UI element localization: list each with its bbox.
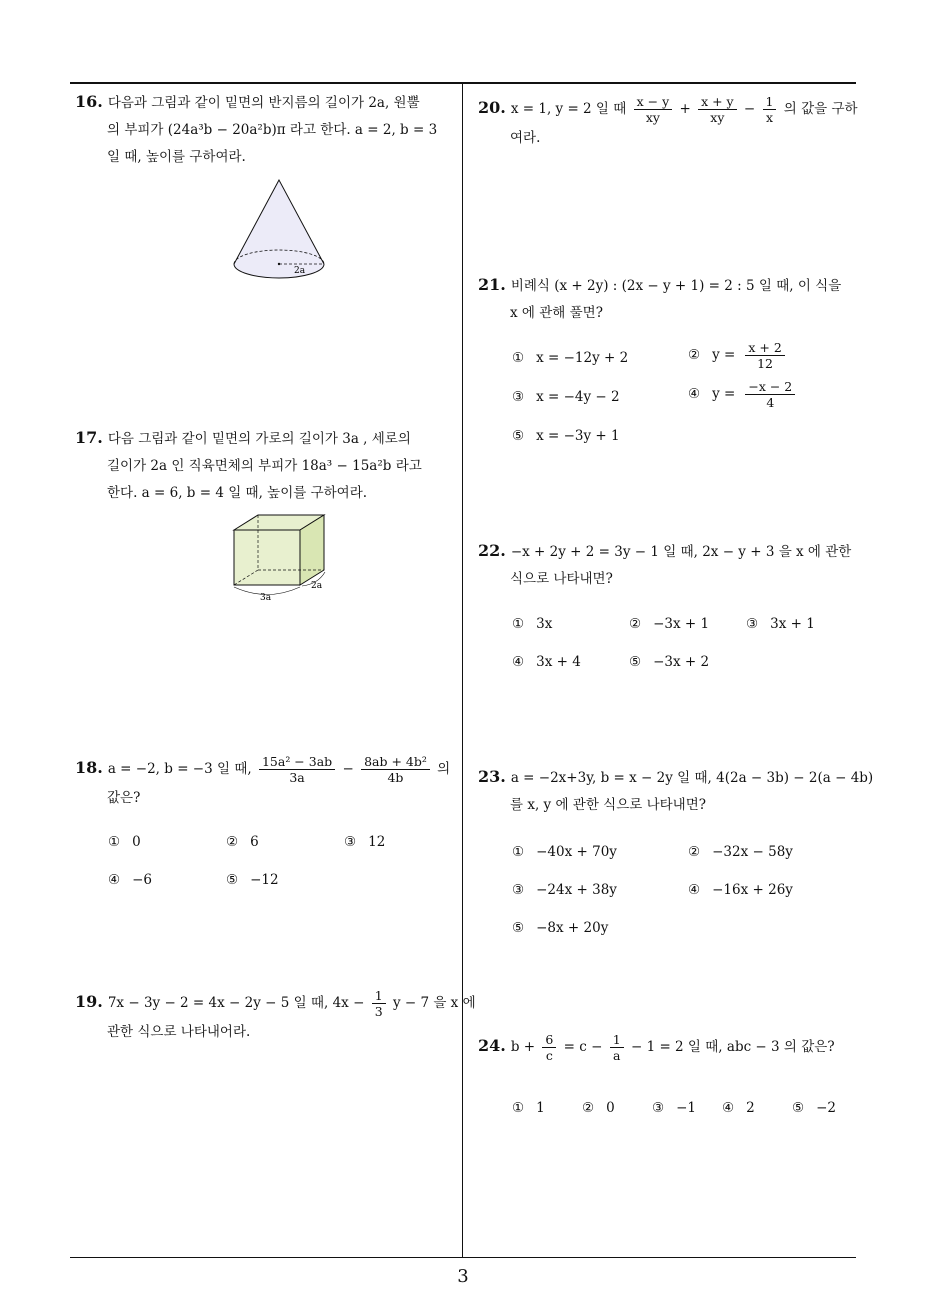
answer-choice-2[interactable]: ② y = $\frac{x + 2}{12}$: [688, 340, 788, 371]
answer-choice-1[interactable]: ① −40x + 70y: [512, 844, 617, 860]
problem-text: y − 7 을 x 에: [392, 995, 476, 1011]
problem-text: 의 값을 구하: [783, 101, 858, 117]
problem-text-line: −x + 2y + 2 = 3y − 1 일 때, 2x − y + 3 을 x 에 관한: [510, 544, 852, 560]
cuboid-length-label: 3a: [260, 593, 272, 602]
problem-21: [478, 271, 858, 327]
problem-text-line: 식으로 나타내면?: [510, 571, 613, 587]
problem-text: x = 1, y = 2 일 때: [510, 101, 627, 117]
answer-choice-4[interactable]: ④ −6: [108, 872, 153, 888]
problem-text-line: 다음 그림과 같이 밑면의 가로의 길이가 3a , 세로의: [107, 431, 411, 447]
problem-17: [75, 424, 460, 507]
denominator: xy: [645, 110, 660, 125]
cone-figure: [228, 176, 334, 284]
problem-number: 19.: [75, 992, 103, 1011]
answer-choice-1[interactable]: ① 1: [512, 1100, 545, 1116]
operator: +: [679, 101, 691, 117]
fraction: [361, 754, 430, 785]
numerator: 1: [610, 1032, 624, 1048]
problem-number: 22.: [478, 541, 506, 560]
problem-number: 23.: [478, 767, 506, 786]
problem-23: [478, 763, 874, 819]
answer-choice-2[interactable]: ② −32x − 58y: [688, 844, 793, 860]
numerator: 1: [372, 988, 386, 1004]
problem-number: 18.: [75, 758, 103, 777]
answer-choice-3[interactable]: ③ x = −4y − 2: [512, 389, 620, 405]
fraction: [259, 754, 335, 785]
problem-text-line: 일 때, 높이를 구하여라.: [107, 149, 246, 165]
answer-choice-3[interactable]: ③ −24x + 38y: [512, 882, 617, 898]
problem-24: [478, 1032, 858, 1063]
problem-text: b +: [510, 1039, 536, 1055]
answer-choice-4[interactable]: ④ −16x + 26y: [688, 882, 793, 898]
answer-choice-5[interactable]: ⑤ −8x + 20y: [512, 920, 609, 936]
denominator: c: [545, 1048, 553, 1063]
fraction: [372, 988, 386, 1019]
answer-choice-4[interactable]: ④ 2: [722, 1100, 755, 1116]
problem-number: 24.: [478, 1036, 506, 1055]
answer-choice-1[interactable]: ① x = −12y + 2: [512, 350, 629, 366]
denominator: 4b: [387, 770, 404, 785]
problem-text-line: 다음과 그림과 같이 밑면의 반지름의 길이가 2a, 원뿔: [107, 95, 420, 111]
problem-text-line: x 에 관해 풀면?: [510, 305, 603, 321]
problem-text: − 1 = 2 일 때, abc − 3 의 값은?: [630, 1039, 835, 1055]
answer-choice-5[interactable]: ⑤ x = −3y + 1: [512, 428, 620, 444]
operator: −: [342, 761, 354, 777]
problem-text: 7x − 3y − 2 = 4x − 2y − 5 일 때, 4x −: [107, 995, 365, 1011]
denominator: x: [765, 110, 774, 125]
answer-choice-5[interactable]: ⑤ −2: [792, 1100, 837, 1116]
problem-16: [75, 88, 460, 171]
problem-text-line: 여라.: [510, 130, 541, 146]
answer-choice-5[interactable]: ⑤ −12: [226, 872, 279, 888]
numerator: x + y: [698, 94, 737, 110]
page-number: 3: [457, 1266, 469, 1287]
problem-number: 20.: [478, 98, 506, 117]
answer-choice-3[interactable]: ③ 3x + 1: [746, 616, 815, 632]
numerator: 6: [542, 1032, 556, 1048]
fraction: [698, 94, 737, 125]
numerator: 1: [763, 94, 777, 110]
problem-text-line: 길이가 2a 인 직육면체의 부피가 18a³ − 15a²b 라고: [107, 458, 422, 474]
answer-choice-1[interactable]: ① 0: [108, 834, 141, 850]
answer-choice-3[interactable]: ③ 12: [344, 834, 386, 850]
problem-text: a = −2, b = −3 일 때,: [107, 761, 252, 777]
problem-18: [75, 754, 460, 812]
problem-number: 17.: [75, 428, 103, 447]
problem-text-line: 한다. a = 6, b = 4 일 때, 높이를 구하여라.: [107, 485, 368, 501]
answer-choice-1[interactable]: ① 3x: [512, 616, 553, 632]
problem-text-line: 의 부피가 (24a³b − 20a²b)π 라고 한다. a = 2, b = 3: [107, 122, 438, 138]
top-rule: [70, 82, 856, 84]
bottom-rule: [70, 1257, 856, 1258]
answer-choice-4[interactable]: ④ y = $\frac{-x - 2}{4}$: [688, 379, 798, 410]
problem-text-line: 비례식 (x + 2y) : (2x − y + 1) = 2 : 5 일 때, 이 식을: [510, 278, 842, 294]
numerator: 15a² − 3ab: [259, 754, 335, 770]
numerator: 8ab + 4b²: [361, 754, 430, 770]
fraction: [763, 94, 777, 125]
numerator: x − y: [634, 94, 673, 110]
answer-choice-2[interactable]: ② 0: [582, 1100, 615, 1116]
operator: −: [743, 101, 756, 117]
answer-choice-4[interactable]: ④ 3x + 4: [512, 654, 581, 670]
column-divider: [462, 84, 463, 1257]
fraction: [634, 94, 673, 125]
answer-choice-2[interactable]: ② −3x + 1: [629, 616, 710, 632]
problem-19: [75, 988, 476, 1046]
cone-radius-label: 2a: [294, 266, 306, 276]
problem-text: = c −: [563, 1039, 603, 1055]
answer-choice-3[interactable]: ③ −1: [652, 1100, 697, 1116]
problem-text-line: 관한 식으로 나타내어라.: [107, 1024, 251, 1040]
denominator: a: [612, 1048, 621, 1063]
fraction: [542, 1032, 556, 1063]
denominator: 3: [374, 1004, 383, 1019]
answer-choice-2[interactable]: ② 6: [226, 834, 259, 850]
denominator: xy: [710, 110, 725, 125]
problem-20: [478, 94, 858, 152]
problem-text-line: a = −2x+3y, b = x − 2y 일 때, 4(2a − 3b) − 2(a − 4b): [510, 770, 874, 786]
problem-text-line: 를 x, y 에 관한 식으로 나타내면?: [510, 797, 706, 813]
cuboid-width-label: 2a: [311, 581, 323, 591]
fraction: [610, 1032, 624, 1063]
problem-22: [478, 537, 858, 593]
problem-number: 21.: [478, 275, 506, 294]
problem-text: 의: [437, 761, 451, 777]
cuboid-figure: [226, 510, 336, 602]
problem-text-line: 값은?: [107, 790, 141, 806]
denominator: 3a: [289, 770, 305, 785]
problem-number: 16.: [75, 92, 103, 111]
answer-choice-5[interactable]: ⑤ −3x + 2: [629, 654, 710, 670]
